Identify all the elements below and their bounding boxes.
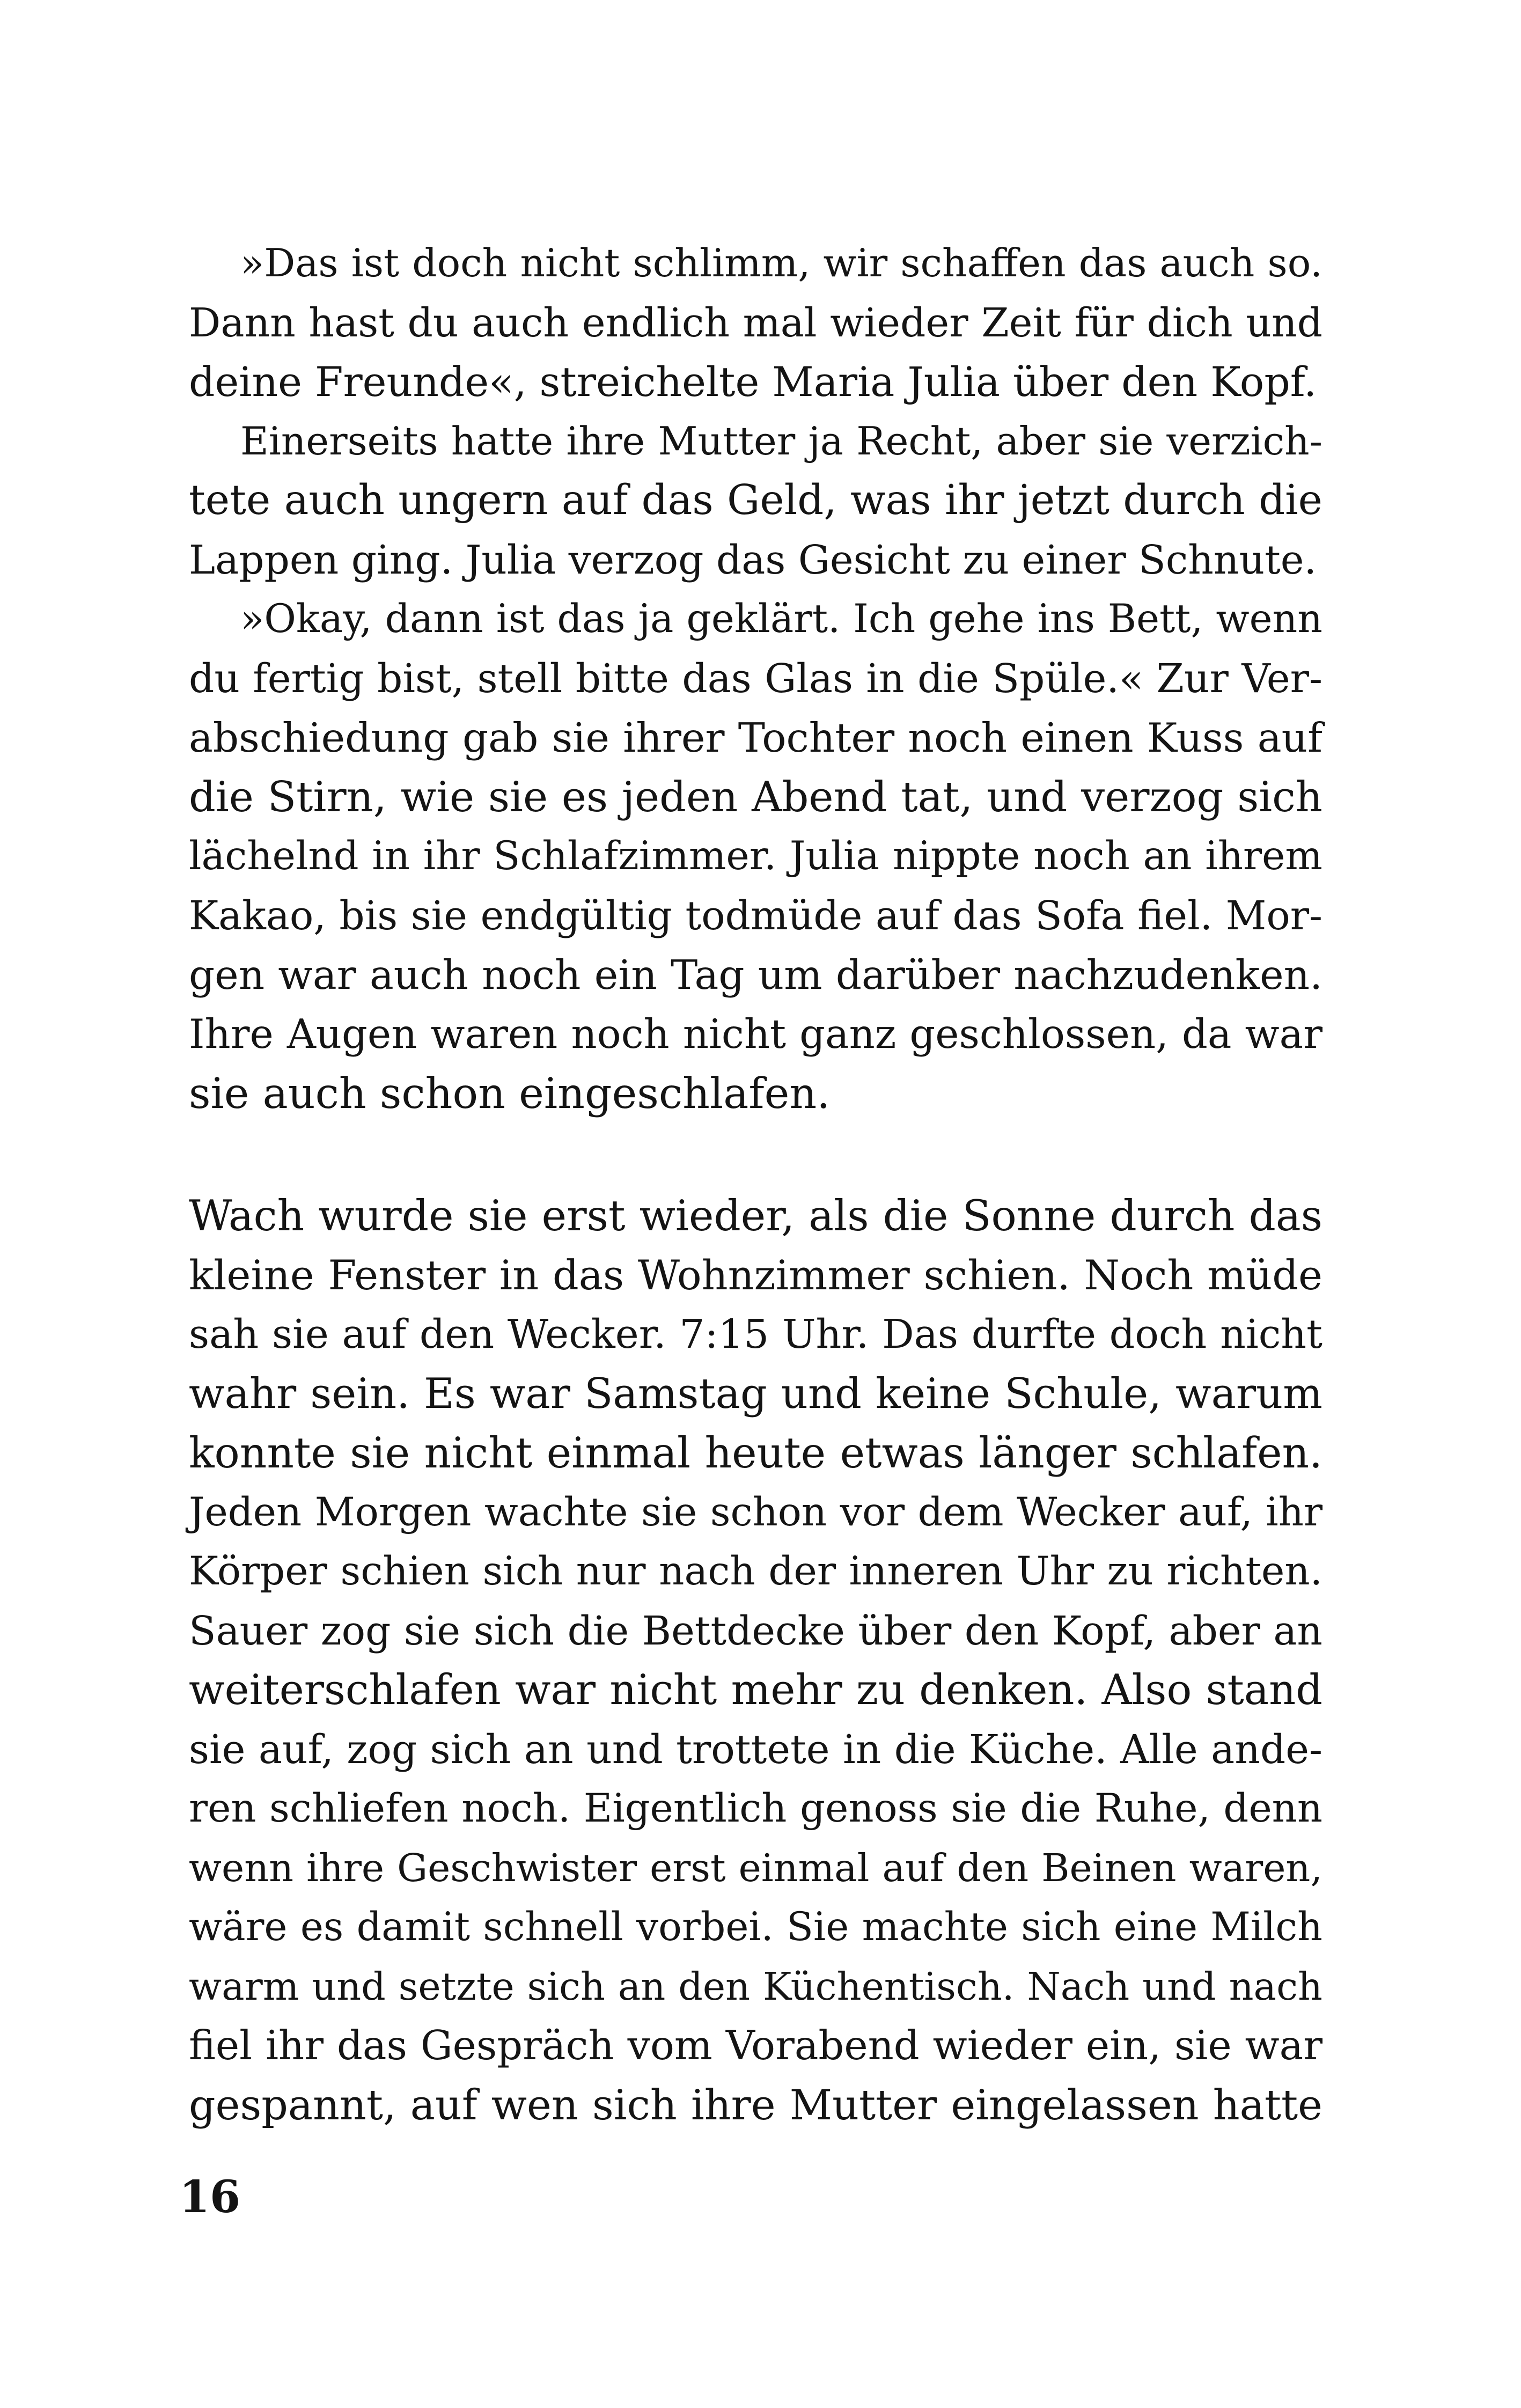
text-line: Lappen ging. Julia verzog das Gesicht zu einer Schnute.	[189, 537, 1317, 583]
text-line: sie auch schon eingeschlafen.	[189, 1069, 831, 1118]
text-line: »Das ist doch nicht schlimm, wir schaffen das auch so.	[240, 241, 1322, 286]
text-line: deine Freunde«, streichelte Maria Julia über den Kopf.	[189, 358, 1317, 406]
text-line: wahr sein. Es war Samstag und keine Schule, warum	[189, 1369, 1322, 1418]
text-line: wenn ihre Geschwister erst einmal auf den Beinen waren,	[189, 1845, 1322, 1890]
text-block-top	[189, 234, 1322, 1124]
text-line: Sauer zog sie sich die Bettdecke über den Kopf, aber an	[189, 1607, 1322, 1654]
text-line: die Stirn, wie sie es jeden Abend tat, und verzog sich	[189, 773, 1322, 821]
text-line: konnte sie nicht einmal heute etwas länger schlafen.	[189, 1428, 1322, 1478]
text-line: Jeden Morgen wachte sie schon vor dem Wecker auf, ihr	[189, 1489, 1322, 1535]
text-block-bottom	[189, 1186, 1322, 2135]
text-line: abschiedung gab sie ihrer Tochter noch einen Kuss auf	[189, 714, 1322, 761]
text-line: gespannt, auf wen sich ihre Mutter eingelassen hatte	[189, 2081, 1322, 2130]
text-line: fiel ihr das Gespräch vom Vorabend wieder ein, sie war	[189, 2022, 1322, 2069]
text-line: weiterschlafen war nicht mehr zu denken. Also stand	[189, 1666, 1322, 1714]
text-line: Dann hast du auch endlich mal wieder Zeit für dich und	[189, 299, 1322, 346]
text-line: wäre es damit schnell vorbei. Sie machte sich eine Milch	[189, 1904, 1322, 1950]
text-line: lächelnd in ihr Schlafzimmer. Julia nippte noch an ihrem	[189, 833, 1322, 879]
text-line: du fertig bist, stell bitte das Glas in die Spüle.« Zur Ver-	[189, 655, 1322, 702]
text-line: warm und setzte sich an den Küchentisch. Nach und nach	[189, 1964, 1322, 2009]
text-line: Kakao, bis sie endgültig todmüde auf das Sofa fiel. Mor-	[189, 892, 1322, 939]
text-line: tete auch ungern auf das Geld, was ihr jetzt durch die	[189, 476, 1322, 524]
text-line: kleine Fenster in das Wohnzimmer schien. Noch müde	[189, 1251, 1322, 1299]
text-line: Wach wurde sie erst wieder, als die Sonne durch das	[189, 1191, 1322, 1240]
text-line: Ihre Augen waren noch nicht ganz geschlossen, da war	[189, 1010, 1322, 1058]
text-line: Körper schien sich nur nach der inneren Uhr zu richten.	[189, 1548, 1322, 1594]
text-line: gen war auch noch ein Tag um darüber nachzudenken.	[189, 951, 1322, 999]
page-number: 16	[179, 2171, 241, 2223]
text-line: sie auf, zog sich an und trottete in die Küche. Alle ande-	[189, 1726, 1322, 1773]
text-line: sah sie auf den Wecker. 7:15 Uhr. Das durfte doch nicht	[189, 1311, 1322, 1357]
text-line: ren schliefen noch. Eigentlich genoss sie die Ruhe, denn	[189, 1786, 1322, 1831]
text-line: Einerseits hatte ihre Mutter ja Recht, aber sie verzich-	[240, 419, 1322, 464]
text-line: »Okay, dann ist das ja geklärt. Ich gehe ins Bett, wenn	[240, 597, 1322, 642]
